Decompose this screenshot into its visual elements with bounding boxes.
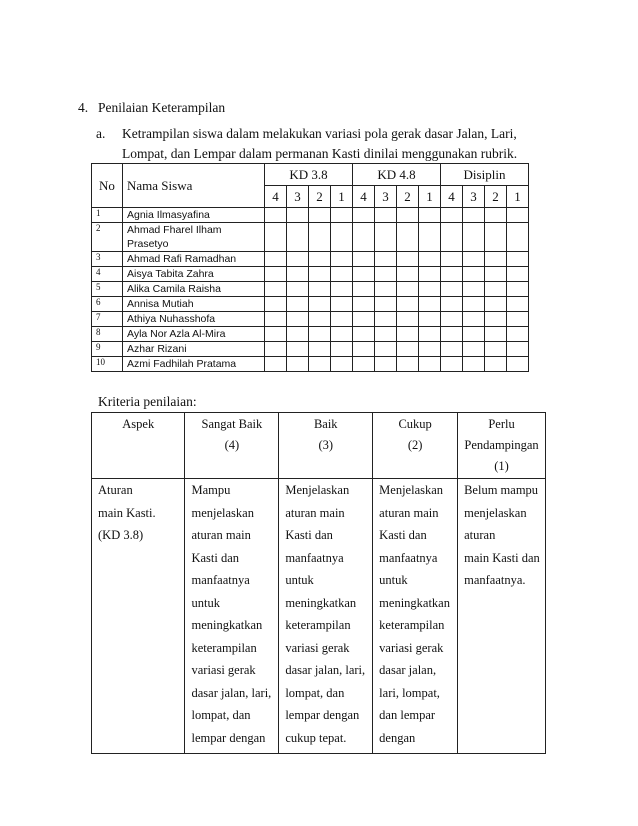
table-row (92, 223, 529, 252)
score-cell (463, 327, 485, 342)
score-cell (419, 252, 441, 267)
criteria-header-line: Sangat Baik (201, 417, 263, 431)
score-cell (397, 357, 419, 372)
score-cell (441, 267, 463, 282)
criteria-header-cell (373, 413, 458, 479)
criteria-cell-line: lompat, dan (191, 708, 251, 722)
criteria-cell-line: keterampilan (285, 618, 351, 632)
score-cell (331, 327, 353, 342)
criteria-cell-line: meningkatkan (379, 595, 450, 610)
criteria-header-line: Pendampingan (464, 438, 539, 452)
score-cell (265, 282, 287, 297)
criteria-cell-line: meningkatkan (285, 595, 357, 610)
student-name-line: Ayla Nor Azla Al-Mira (127, 328, 226, 340)
criteria-cell-line: untuk (191, 595, 220, 610)
criteria-cell-line: aturan main (285, 505, 345, 520)
criteria-label: Kriteria penilaian: (98, 394, 197, 409)
score-cell (441, 282, 463, 297)
score-cell (507, 312, 529, 327)
criteria-cell-line: dasar jalan, lari, (285, 663, 366, 677)
criteria-header-line: Perlu (488, 417, 515, 431)
score-cell (353, 327, 375, 342)
criteria-cell-line: keterampilan (379, 618, 445, 632)
score-cell (397, 208, 419, 223)
criteria-cell-line: lompat, dan (285, 685, 345, 700)
criteria-header-cell (458, 413, 546, 479)
criteria-cell-line: lempar dengan (285, 708, 360, 722)
score-cell (507, 342, 529, 357)
score-cell (485, 208, 507, 223)
score-cell (485, 342, 507, 357)
score-cell (309, 357, 331, 372)
student-number: 2 (92, 223, 123, 252)
score-cell (353, 282, 375, 297)
col-header-score: 3 (287, 186, 309, 208)
student-number: 9 (92, 342, 123, 357)
score-cell (331, 208, 353, 223)
score-cell (353, 223, 375, 252)
criteria-cell-line: Mampu (191, 483, 231, 497)
score-cell (265, 357, 287, 372)
score-cell (353, 357, 375, 372)
score-cell (265, 223, 287, 252)
score-cell (287, 223, 309, 252)
student-number: 6 (92, 297, 123, 312)
score-cell (419, 357, 441, 372)
score-cell (397, 312, 419, 327)
student-number: 3 (92, 252, 123, 267)
student-number: 1 (92, 208, 123, 223)
score-cell (419, 223, 441, 252)
student-name-line: Prasetyo (127, 238, 169, 250)
score-cell (507, 357, 529, 372)
criteria-cell-line: Aturan (98, 483, 133, 497)
score-cell (485, 282, 507, 297)
score-cell (265, 267, 287, 282)
criteria-cell-line: cukup tepat. (285, 730, 347, 745)
col-header-no: No (92, 164, 123, 208)
student-name (123, 327, 265, 342)
score-cell (485, 312, 507, 327)
criteria-cell-line: aturan main (191, 528, 251, 542)
score-cell (419, 208, 441, 223)
score-cell (419, 297, 441, 312)
score-cell (375, 342, 397, 357)
score-cell (375, 282, 397, 297)
score-cell (441, 312, 463, 327)
score-cell (397, 223, 419, 252)
score-cell (309, 252, 331, 267)
section-title: Penilaian Keterampilan (98, 100, 226, 115)
criteria-cell-line: dasar jalan, (379, 663, 437, 677)
criteria-cell-line: lari, lompat, (379, 685, 440, 700)
score-cell (507, 282, 529, 297)
score-cell (485, 267, 507, 282)
score-cell (507, 252, 529, 267)
criteria-cell-line: Belum mampu (464, 483, 539, 497)
criteria-cell-line: keterampilan (191, 640, 257, 655)
subsection-letter: a. (96, 126, 106, 141)
student-number: 7 (92, 312, 123, 327)
criteria-header-line: Baik (313, 417, 338, 431)
score-cell (441, 357, 463, 372)
student-name (123, 223, 265, 252)
student-number: 10 (92, 357, 123, 372)
score-cell (265, 327, 287, 342)
col-header-score: 4 (441, 186, 463, 208)
criteria-cell-line: dengan (379, 730, 416, 745)
score-cell (287, 327, 309, 342)
table-row (92, 297, 529, 312)
score-cell (331, 252, 353, 267)
score-cell (397, 327, 419, 342)
table-row (92, 342, 529, 357)
criteria-cell-line: main Kasti dan (464, 550, 540, 565)
score-cell (287, 252, 309, 267)
student-name (123, 282, 265, 297)
criteria-cell-line: meningkatkan (191, 618, 263, 632)
score-table (91, 163, 529, 372)
score-cell (419, 327, 441, 342)
student-name-line: Aisya Tabita Zahra (127, 268, 214, 280)
student-name (123, 297, 265, 312)
criteria-cell-line: (KD 3.8) (98, 528, 144, 542)
score-cell (397, 267, 419, 282)
score-cell (353, 312, 375, 327)
criteria-header-line: (4) (224, 438, 240, 452)
score-cell (441, 342, 463, 357)
score-cell (309, 223, 331, 252)
criteria-header-line: (1) (494, 459, 509, 473)
score-cell (309, 208, 331, 223)
criteria-header-cell (279, 413, 373, 479)
student-name-line: Ahmad Fharel Ilham (127, 224, 222, 236)
col-header-score: 4 (265, 186, 287, 208)
score-cell (507, 208, 529, 223)
criteria-cell-line: dan lempar (379, 708, 436, 722)
student-name (123, 208, 265, 223)
criteria-cell-line: manfaatnya. (464, 573, 526, 587)
criteria-cell (185, 479, 279, 754)
score-cell (463, 267, 485, 282)
score-cell (441, 223, 463, 252)
criteria-cell (279, 479, 373, 754)
score-cell (507, 297, 529, 312)
criteria-cell (92, 479, 185, 754)
student-name-line: Ahmad Rafi Ramadhan (127, 253, 237, 265)
score-cell (331, 312, 353, 327)
score-cell (331, 357, 353, 372)
score-cell (287, 282, 309, 297)
score-cell (309, 282, 331, 297)
student-name (123, 357, 265, 372)
score-cell (331, 223, 353, 252)
score-cell (375, 312, 397, 327)
criteria-cell-line: manfaatnya (379, 550, 438, 565)
score-cell (353, 208, 375, 223)
table-row (92, 252, 529, 267)
criteria-header-line: Aspek (122, 417, 155, 431)
col-header-score: 2 (397, 186, 419, 208)
student-name-line: Athiya Nuhasshofa (127, 313, 216, 325)
score-cell (331, 267, 353, 282)
score-cell (441, 327, 463, 342)
score-cell (375, 208, 397, 223)
score-cell (397, 342, 419, 357)
col-header-score: 1 (507, 186, 529, 208)
score-cell (331, 282, 353, 297)
col-header-score: 1 (331, 186, 353, 208)
table-row (92, 267, 529, 282)
score-cell (485, 297, 507, 312)
score-cell (331, 342, 353, 357)
score-cell (397, 282, 419, 297)
score-cell (287, 297, 309, 312)
score-cell (331, 297, 353, 312)
col-header-score: 1 (419, 186, 441, 208)
score-cell (419, 342, 441, 357)
score-cell (375, 267, 397, 282)
criteria-cell-line: variasi gerak (285, 640, 350, 655)
table-row (92, 327, 529, 342)
student-number: 5 (92, 282, 123, 297)
score-cell (309, 312, 331, 327)
criteria-cell-line: dasar jalan, lari, (191, 685, 272, 700)
score-cell (441, 208, 463, 223)
criteria-table (91, 412, 546, 754)
student-number: 4 (92, 267, 123, 282)
score-cell (507, 327, 529, 342)
criteria-cell (373, 479, 458, 754)
score-cell (397, 252, 419, 267)
score-cell (309, 297, 331, 312)
criteria-cell-line: Kasti dan (379, 528, 427, 542)
table-row (92, 208, 529, 223)
score-cell (397, 297, 419, 312)
table-row (92, 312, 529, 327)
criteria-cell-line: untuk (285, 573, 314, 587)
criteria-header-cell (185, 413, 279, 479)
score-cell (353, 252, 375, 267)
score-cell (353, 267, 375, 282)
score-cell (485, 223, 507, 252)
score-cell (507, 267, 529, 282)
criteria-cell-line: lempar dengan (191, 730, 266, 745)
score-cell (309, 342, 331, 357)
criteria-cell-line: main Kasti. (98, 505, 156, 520)
criteria-cell-line: Kasti dan (285, 528, 333, 542)
score-cell (375, 223, 397, 252)
score-cell (463, 312, 485, 327)
score-cell (265, 208, 287, 223)
criteria-cell-line: Menjelaskan (285, 483, 350, 497)
score-cell (419, 312, 441, 327)
criteria-cell-line: untuk (379, 573, 408, 587)
score-cell (265, 297, 287, 312)
criteria-header-cell (92, 413, 185, 479)
col-header-group: Disiplin (441, 164, 529, 186)
student-name (123, 342, 265, 357)
col-header-name: Nama Siswa (123, 164, 265, 208)
criteria-cell-line: menjelaskan (191, 505, 254, 520)
criteria-cell-line: menjelaskan aturan (464, 505, 527, 542)
score-cell (287, 342, 309, 357)
criteria-cell-line: Kasti dan (191, 550, 240, 565)
score-cell (485, 357, 507, 372)
criteria-cell-line: Menjelaskan (379, 483, 444, 497)
student-name (123, 252, 265, 267)
score-cell (265, 342, 287, 357)
student-name-line: Agnia Ilmasyafina (127, 209, 210, 221)
criteria-row (92, 479, 546, 754)
criteria-header-line: (3) (318, 438, 334, 452)
table-row (92, 282, 529, 297)
criteria-cell-line: variasi gerak (191, 663, 256, 677)
score-cell (463, 342, 485, 357)
student-name-line: Azhar Rizani (127, 343, 187, 355)
col-header-score: 3 (463, 186, 485, 208)
table-row (92, 357, 529, 372)
score-cell (463, 208, 485, 223)
criteria-cell-line: manfaatnya (191, 573, 250, 587)
score-cell (441, 297, 463, 312)
section-number: 4. (78, 100, 89, 115)
score-cell (375, 357, 397, 372)
score-cell (353, 297, 375, 312)
criteria-header-row (92, 413, 546, 479)
score-cell (287, 357, 309, 372)
criteria-header-line: Cukup (398, 417, 432, 431)
subsection-text-line1: Ketrampilan siswa dalam melakukan variasi pola gerak dasar Jalan, Lari, (122, 126, 517, 141)
col-header-score: 2 (485, 186, 507, 208)
score-cell (463, 252, 485, 267)
student-name-line: Annisa Mutiah (127, 298, 194, 310)
criteria-cell-line: manfaatnya (285, 550, 344, 565)
score-cell (309, 267, 331, 282)
score-cell (265, 252, 287, 267)
score-cell (287, 267, 309, 282)
score-cell (375, 297, 397, 312)
score-cell (463, 223, 485, 252)
score-cell (309, 327, 331, 342)
criteria-cell (458, 479, 546, 754)
score-cell (507, 223, 529, 252)
subsection-text-line2: Lompat, dan Lempar dalam permanan Kasti dinilai menggunakan rubrik. (122, 146, 518, 161)
student-number: 8 (92, 327, 123, 342)
score-cell (287, 312, 309, 327)
score-cell (419, 267, 441, 282)
score-cell (485, 327, 507, 342)
score-cell (463, 297, 485, 312)
score-cell (463, 282, 485, 297)
student-name-line: Alika Camila Raisha (127, 283, 221, 295)
student-name (123, 267, 265, 282)
score-cell (419, 282, 441, 297)
score-cell (463, 357, 485, 372)
student-name-line: Azmi Fadhilah Pratama (127, 358, 237, 370)
score-cell (265, 312, 287, 327)
student-name (123, 312, 265, 327)
col-header-group: KD 3.8 (265, 164, 353, 186)
col-header-score: 3 (375, 186, 397, 208)
score-cell (485, 252, 507, 267)
score-cell (441, 252, 463, 267)
criteria-cell-line: variasi gerak (379, 640, 444, 655)
score-cell (353, 342, 375, 357)
col-header-group: KD 4.8 (353, 164, 441, 186)
col-header-score: 4 (353, 186, 375, 208)
criteria-cell-line: aturan main (379, 505, 439, 520)
score-cell (287, 208, 309, 223)
criteria-header-line: (2) (407, 438, 423, 452)
score-cell (375, 327, 397, 342)
score-cell (375, 252, 397, 267)
col-header-score: 2 (309, 186, 331, 208)
